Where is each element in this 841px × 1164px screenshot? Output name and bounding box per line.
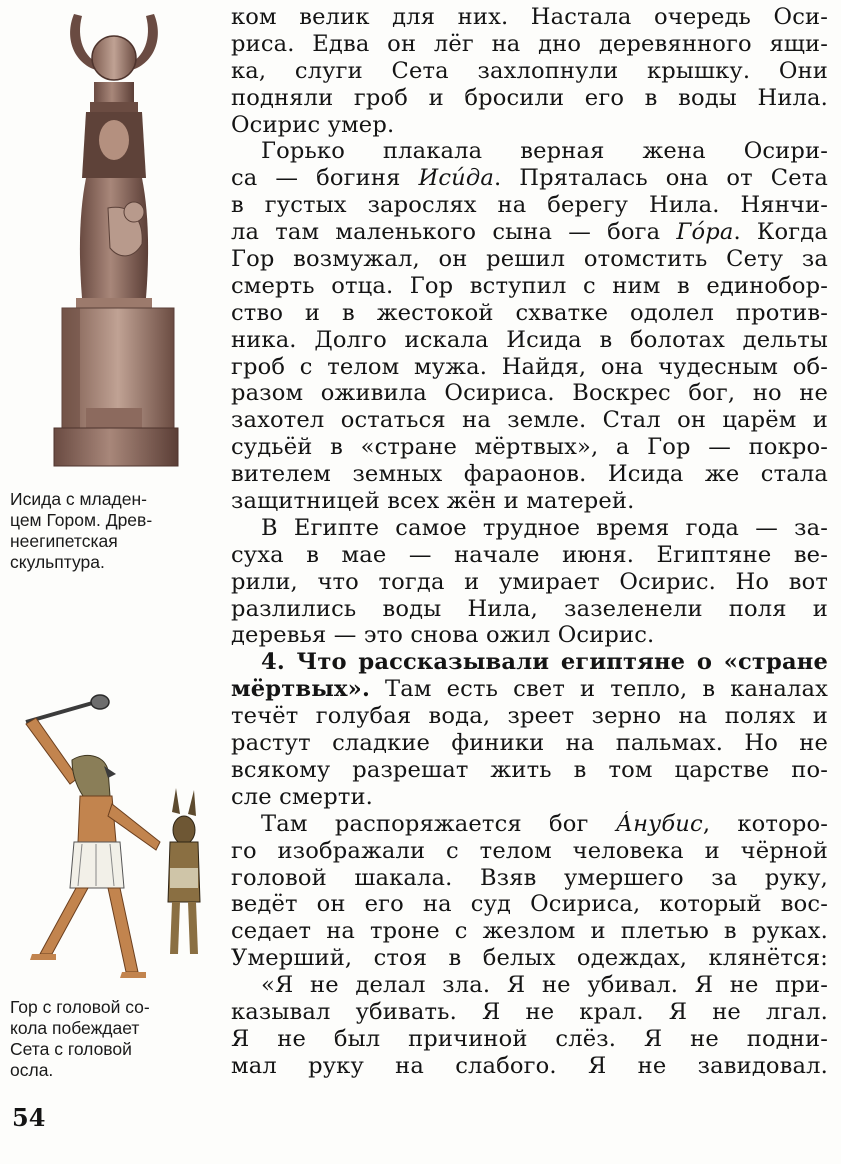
caption-line: Исида с младен- [10,489,147,509]
horus-caption [10,997,210,1081]
horus-defeats-set-illustration [12,692,208,982]
name-isis: Иси́да [418,165,494,192]
section-heading-end: мёртвых». [231,676,370,703]
section-heading-line: 4. Что рассказывали египтяне о «стране [261,649,828,676]
text-line: гроб с телом мужа. Найдя, она чудесным об- [231,353,828,380]
name-anubis: А́нубис [615,810,703,837]
text-line: Я не был причиной слёз. Я не подни- [231,1025,828,1052]
text-line: вителем земных фараонов. Исида же стала [231,461,828,488]
text-run: Там есть свет и тепло, в каналах [369,676,828,703]
text-line: всякому разрешат жить в том царстве по- [231,756,828,783]
text-line: головой шакала. Взяв умершего за руку, [231,864,828,891]
text-line: разлились воды Нила, зазеленели поля и [231,595,828,622]
caption-line: цем Гором. Древ- [10,510,153,530]
text-line: судьёй в «стране мёртвых», а Гор — покро- [231,434,828,461]
text-line: растут сладкие финики на пальмах. Но не [231,730,828,757]
text-line: рили, что тогда и умирает Осирис. Но вот [231,568,828,595]
text-line: сле смерти. [231,783,374,810]
text-run: . Когда [733,219,828,246]
text-run: . Пряталась она от Сета [493,165,828,192]
text-run: Там распоряжается бог [261,810,616,837]
text-run: са — богиня [231,165,419,192]
text-line: Осирис умер. [231,111,395,138]
text-line: Умерший, стоя в белых одеждах, клянётся: [231,945,828,972]
caption-line: неегипетская [10,531,118,551]
text-line: суха в мае — начале июня. Египтяне ве- [231,541,828,568]
text-line: Горько плакала верная жена Осири- [261,138,828,165]
main-text-column [231,4,828,1080]
text-line: ка, слуги Сета захлопнули крышку. Они [231,57,828,84]
text-line: в густых зарослях на берегу Нила. Нянчи- [231,192,828,219]
text-run: ла там маленького сына — бога [231,219,677,246]
text-line: смерть отца. Гор вступил с ним в единобор- [231,272,828,299]
text-line: Гор возмужал, он решил отомстить Сету за [231,246,828,273]
text-line: ведёт он его на суд Осириса, который вос- [231,891,828,918]
page-number: 54 [12,1103,46,1132]
text-line: подняли гроб и бросили его в воды Нила. [231,84,828,111]
text-line: ком велик для них. Настала очередь Оси- [231,4,828,30]
text-line: разом оживила Осириса. Воскрес бог, но не [231,380,828,407]
text-line: мал руку на слабого. Я не завидовал. [231,1052,828,1079]
text-line: деревья — это снова ожил Осирис. [231,622,655,649]
text-line-with-name [231,219,828,246]
isis-caption [10,489,210,573]
text-line: захотел остаться на земле. Стал он царём и [231,407,828,434]
text-line-with-name [231,165,828,192]
text-line: седает на троне с жезлом и плетью в руках. [231,918,828,945]
text-line: В Египте самое трудное время года — за- [261,514,828,541]
caption-line: скульптура. [10,552,105,572]
text-line: течёт голубая вода, зреет зерно на полях и [231,703,828,730]
text-line: «Я не делал зла. Я не убивал. Я не при- [261,972,828,999]
isis-statue-illustration [34,8,194,470]
text-line-with-heading [231,676,828,703]
text-line: защитницей всех жён и матерей. [231,488,635,515]
text-line-with-name [231,811,828,838]
caption-line: осла. [10,1060,54,1080]
text-line: го изображали с телом человека и чёрной [231,837,828,864]
text-run: , которо- [702,810,828,837]
text-line: казывал убивать. Я не крал. Я не лгал. [231,998,828,1025]
text-line: ство и в жестокой схватке одолел против- [231,299,828,326]
caption-line: кола побеждает [10,1018,140,1038]
caption-line: Сета с головой [10,1039,132,1059]
name-horus: Го́ра [676,219,734,246]
caption-line: Гор с головой со- [10,997,150,1017]
text-line: ника. Долго искала Исида в болотах дельты [231,326,828,353]
text-line: риса. Едва он лёг на дно деревянного ящи- [231,30,828,57]
